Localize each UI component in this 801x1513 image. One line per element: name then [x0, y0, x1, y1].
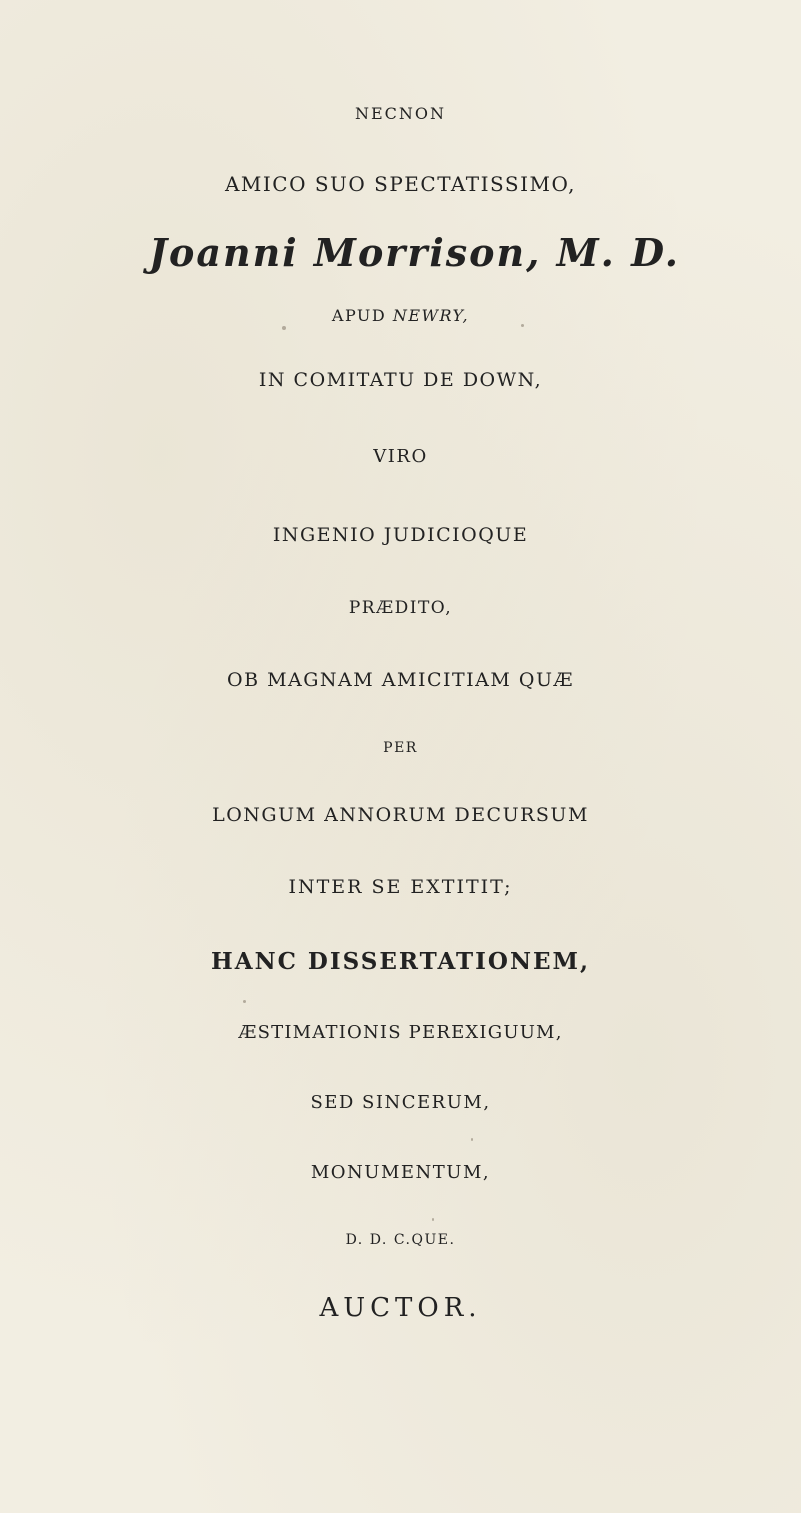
line-per: PER: [383, 740, 418, 756]
paper-speck: [471, 1138, 473, 1141]
line-sed-sincerum: SED SINCERUM,: [310, 1092, 491, 1113]
apud-prefix: APUD: [331, 306, 387, 325]
line-amico-suo: AMICO SUO SPECTATISSIMO,: [224, 172, 577, 196]
paper-speck: [243, 1000, 246, 1003]
line-praedito: PRÆDITO,: [348, 598, 453, 618]
line-viro: VIRO: [373, 446, 428, 467]
line-aestimationis: ÆSTIMATIONIS PEREXIGUUM,: [238, 1022, 563, 1043]
line-ingenio: INGENIO JUDICIOQUE: [272, 524, 529, 546]
line-inter-se: INTER SE EXTITIT;: [288, 876, 513, 898]
line-comitatu: IN COMITATU DE DOWN,: [258, 369, 543, 391]
line-monumentum: MONUMENTUM,: [310, 1162, 491, 1183]
line-necnon: NECNON: [354, 104, 447, 123]
line-apud-newry: [0, 306, 801, 325]
line-ob-magnam: OB MAGNAM AMICITIAM QUÆ: [227, 669, 574, 691]
line-hanc-dissertationem: HANC DISSERTATIONEM,: [211, 948, 590, 975]
paper-speck: [521, 324, 524, 327]
paper-speck: [432, 1218, 434, 1221]
line-longum: LONGUM ANNORUM DECURSUM: [212, 804, 589, 826]
paper-speck: [282, 326, 286, 330]
apud-place: NEWRY,: [392, 306, 470, 325]
line-dd-cque: D. D. C.QUE.: [345, 1232, 456, 1248]
line-auctor: AUCTOR.: [319, 1293, 482, 1323]
line-dedicatee-name: Joanni Morrison, M. D.: [149, 230, 680, 275]
